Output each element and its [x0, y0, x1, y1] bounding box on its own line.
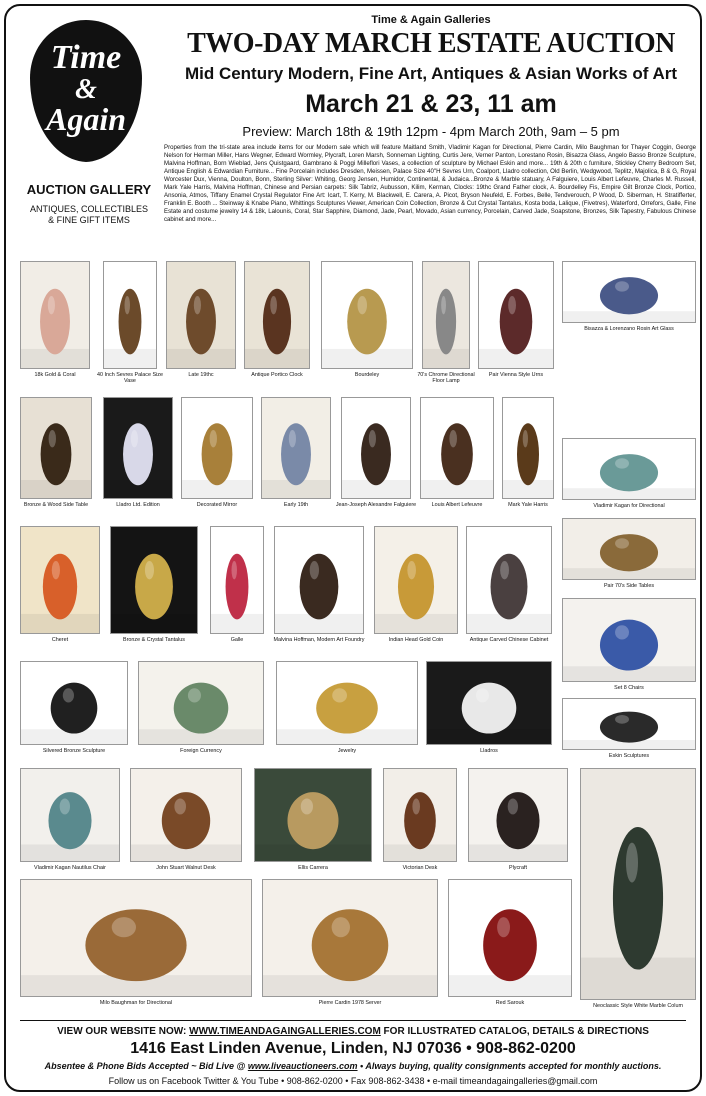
item-photo[interactable] — [341, 397, 411, 499]
item-photo[interactable] — [254, 768, 372, 862]
bids-prefix: Absentee & Phone Bids Accepted ~ Bid Live @ — [44, 1061, 248, 1071]
time-and-again-logo — [24, 16, 148, 166]
website-link[interactable]: WWW.TIMEANDAGAINGALLERIES.COM — [189, 1026, 381, 1037]
gallery-title: AUCTION GALLERY — [26, 182, 152, 197]
item-caption: Louis Albert Lefeuvre — [431, 502, 483, 508]
item-caption: Jewelry — [337, 748, 357, 754]
auction-flyer — [4, 4, 702, 1092]
item-caption: Milo Baughman for Directional — [99, 1000, 173, 1006]
item-photo[interactable] — [262, 879, 438, 997]
svg-text:Again: Again — [45, 101, 127, 137]
item-photo[interactable] — [426, 661, 552, 745]
item-photo[interactable] — [580, 768, 696, 1000]
gallery-subtitle: ANTIQUES, COLLECTIBLES & FINE GIFT ITEMS — [29, 204, 149, 225]
item-caption: Lladro Ltd. Edition — [116, 502, 160, 508]
item-caption: John Stuart Walnut Desk — [156, 865, 216, 871]
svg-text:&: & — [75, 74, 97, 105]
item-caption: 40 Inch Sevres Palace Size Vase — [97, 372, 163, 385]
website-prefix: VIEW OUR WEBSITE NOW: — [57, 1026, 190, 1037]
item-caption: Bisazza & Lorenzano Rosin Art Glass — [584, 326, 674, 332]
item-photo[interactable] — [20, 397, 92, 499]
item-photo[interactable] — [422, 261, 470, 369]
item-caption: Bronze & Wood Side Table — [23, 502, 89, 508]
item-photo[interactable] — [562, 598, 696, 682]
item-photo[interactable] — [20, 661, 128, 745]
item-caption: Lladros — [480, 748, 498, 754]
auction-title: TWO-DAY MARCH ESTATE AUCTION — [187, 28, 675, 59]
auction-subtitle: Mid Century Modern, Fine Art, Antiques & Asian Works of Art — [184, 64, 678, 83]
item-photo[interactable] — [468, 768, 568, 862]
item-caption: Neoclassic Style White Marble Colum — [593, 1003, 683, 1009]
item-caption: Pierre Cardin 1978 Server — [318, 1000, 382, 1006]
item-photo[interactable] — [244, 261, 310, 369]
item-caption: Jean-Joseph Alexandre Falguiere — [335, 502, 417, 508]
liveauctioneers-link[interactable]: www.liveauctioneers.com — [247, 1061, 358, 1071]
gallery-name: Time & Again Galleries — [371, 14, 491, 26]
item-caption: Foreign Currency — [180, 748, 222, 754]
item-photo[interactable] — [374, 526, 458, 634]
item-caption: Victorian Desk — [402, 865, 438, 871]
item-photo[interactable] — [166, 261, 236, 369]
item-photo[interactable] — [20, 879, 252, 997]
item-photo[interactable] — [276, 661, 418, 745]
item-caption: Red Sarouk — [495, 1000, 525, 1006]
item-caption: Vladimir Kagan for Directional — [593, 503, 665, 509]
item-photo[interactable] — [478, 261, 554, 369]
item-photo[interactable] — [562, 698, 696, 750]
item-caption: Indian Head Gold Coin — [388, 637, 444, 643]
bids-suffix: • Always buying, quality consignments accepted for monthly auctions. — [357, 1061, 662, 1071]
footer-divider — [20, 1020, 686, 1021]
item-caption: Galle — [230, 637, 244, 643]
item-caption: Plycraft — [509, 865, 527, 871]
svg-text:Time: Time — [50, 39, 122, 76]
address-line: 1416 East Linden Avenue, Linden, NJ 07036 • 908-862-0200 — [130, 1040, 576, 1057]
item-caption: Bourdeley — [354, 372, 380, 378]
item-photo[interactable] — [130, 768, 242, 862]
item-photo[interactable] — [383, 768, 457, 862]
social-contact-line: Follow us on Facebook Twitter & You Tube • 908-862-0200 • Fax 908-862-3438 • e-mail timeandagaingalleries@gmail.com — [108, 1076, 598, 1086]
item-caption: Bronze & Crystal Tantalus — [123, 637, 185, 643]
item-photo[interactable] — [210, 526, 264, 634]
item-photo[interactable] — [20, 768, 120, 862]
item-photo[interactable] — [261, 397, 331, 499]
item-caption: Pair 70's Side Tables — [603, 583, 655, 589]
item-photo[interactable] — [466, 526, 552, 634]
item-caption: Late 19thc — [188, 372, 214, 378]
website-suffix: FOR ILLUSTRATED CATALOG, DETAILS & DIRECTIONS — [380, 1026, 649, 1037]
item-photo[interactable] — [448, 879, 572, 997]
item-photo[interactable] — [138, 661, 264, 745]
bids-line — [16, 1061, 690, 1071]
item-caption: Antique Portico Clock — [251, 372, 303, 378]
item-caption: Vladimir Kagan Nautilus Chair — [34, 865, 106, 871]
item-caption: Antique Carved Chinese Cabinet — [469, 637, 549, 643]
item-caption: Eskin Sculptures — [608, 753, 650, 759]
item-caption: Cheret — [51, 637, 69, 643]
item-photo[interactable] — [502, 397, 554, 499]
item-caption: Set 8 Chairs — [614, 685, 644, 691]
item-photo[interactable] — [562, 438, 696, 500]
item-photo[interactable] — [321, 261, 413, 369]
item-caption: Malvina Hoffman, Modern Art Foundry — [273, 637, 365, 643]
item-caption: 70's Chrome Directional Floor Lamp — [417, 372, 475, 385]
preview-dates: Preview: March 18th & 19th 12pm - 4pm March 20th, 9am – 5 pm — [242, 124, 620, 139]
auction-description: Properties from the tri-state area include items for our Modern sale which will feature Maitland Smith, Vladimir Kagan for Directional, Pierre Cardin, Milo Baughman for Thayer Coggin, George Nelson for Herman Miller, Hans Wegner, Edward Wormley, Plycraft, Loren Marsh, Sonneman Lighting, Curtis Jere, Verner Panton, Lorestano Rosin, Bisazza Glass, Angelo Basso Bronze Sculpture, Malvina Hoffman, Born Wieblad, Jens Quistgaard, Gambrano & Poggi Milleflori Vases, a collection of sculpture by Michael Eskin and more... 19th & 20th c furniture, Stickley Cherry Bedroom Set, Antique English & Edwardian Furniture... Fine Porcelain includes Dresden, Meissen, Palace Size 40"H Sevres Urn, Coalport, Lladro collection, Old Berlin, Wedgwood, Teplitz, Majolica, B & G, Royal Worcester Dux, Vienna, Doulton, Bonn, Sterling Silver: Whiting, Georg Jensen, Humidor, Continental, & Judaica...Bronze & Marble statuary, A Falguiere, Louis Albert Lefeuvre, Charles M. Russell, Mark Yale Harris, Malvina Hoffman, Chinese and Persian carpets: Silk Tabriz, Aubusson, Kilim, Kerman, Clocks: 19thc Grand Father clock, A. Bourdelley Fis, Empire Gilt Bronze Clock, Portico, Ansonia, Atmos, Tiffany Enamel Crystal Regulator Fine Art: Icart, T. Kerry, M. Blackwell, E. Carera, A. Picot, Bryson Neufeld, E. Forbes, Belle, Tendverouch, P Wood, D. Siberman, H. Stratifferter, Franklin E. Booth ... Steinway & Knabe Piano, Whittings Sculptures Viewer, American Coin Collection, Bronze & Cut Crystal Tantalus, Kosta boda, Lalique, (Fivetres), Waterford, Orrefors, Galle, Fine Estate and costume jewelry 14 & 18k, Lalounis, Coral, Star Sapphire, Diamond, Jade, Pearl, Movado, Asian currency, Porcelain, Carved Jade, Soapstone, Bronzes, Silk Tapestry, Fabulous Chinese cabinet and more... — [164, 144, 696, 223]
item-caption: Ellis Carrera — [298, 865, 328, 871]
item-photo[interactable] — [110, 526, 198, 634]
item-photo[interactable] — [20, 526, 100, 634]
item-caption: Silvered Bronze Sculpture — [42, 748, 106, 754]
item-caption: Early 19th — [283, 502, 309, 508]
website-line — [16, 1026, 690, 1037]
item-caption: 18k Gold & Coral — [34, 372, 76, 378]
item-photo[interactable] — [562, 261, 696, 323]
item-photo[interactable] — [103, 397, 173, 499]
item-caption: Mark Yale Harris — [508, 502, 548, 508]
item-photo[interactable] — [420, 397, 494, 499]
item-photo[interactable] — [20, 261, 90, 369]
item-photo[interactable] — [274, 526, 364, 634]
item-photo[interactable] — [562, 518, 696, 580]
item-photo[interactable] — [103, 261, 157, 369]
item-caption: Pair Vienna Style Urns — [488, 372, 544, 378]
item-caption: Decorated Mirror — [196, 502, 238, 508]
item-photo[interactable] — [181, 397, 253, 499]
auction-date: March 21 & 23, 11 am — [305, 90, 557, 118]
